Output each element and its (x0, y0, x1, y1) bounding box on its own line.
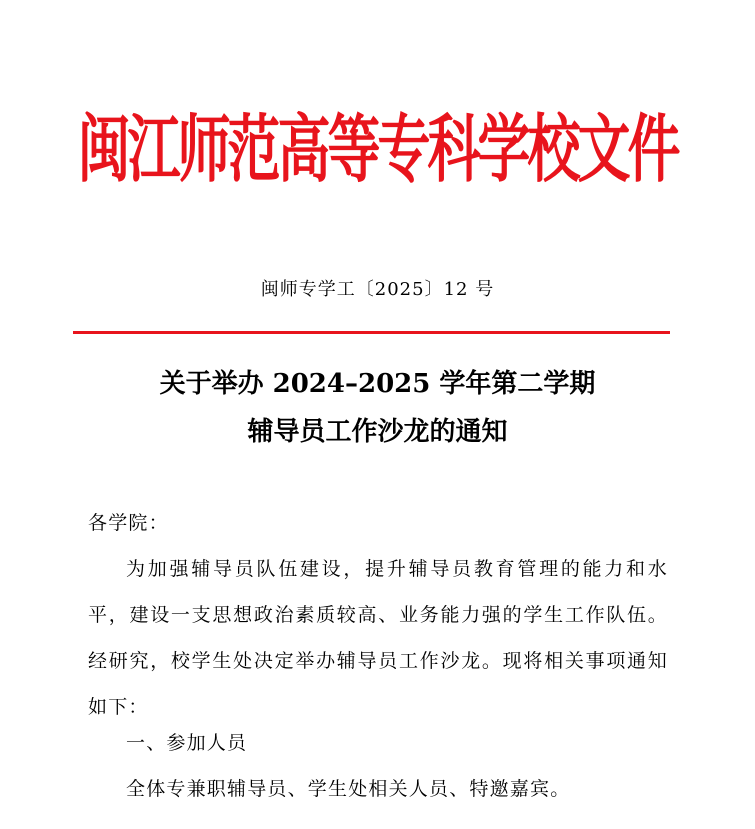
section-heading-participants: 一、参加人员 (126, 732, 248, 754)
document-masthead: 闽江师范高等专科学校文件 (77, 108, 678, 193)
document-number: 闽师专学工〔2025〕12 号 (260, 279, 495, 300)
document-title-line-2: 辅导员工作沙龙的通知 (247, 417, 508, 447)
body-paragraph: 为加强辅导员队伍建设，提升辅导员教育管理的能力和水平，建设一支思想政治素质较高、业务能力强的学生工作队伍。经研究，校学生处决定举办辅导员工作沙龙。现将相关事项通知如下： (88, 558, 668, 718)
red-divider-rule (73, 331, 670, 334)
salutation: 各学院： (88, 512, 169, 534)
document-title-line-1: 关于举办 2024–2025 学年第二学期 (159, 369, 596, 399)
section-body-participants: 全体专兼职辅导员、学生处相关人员、特邀嘉宾。 (126, 778, 571, 800)
